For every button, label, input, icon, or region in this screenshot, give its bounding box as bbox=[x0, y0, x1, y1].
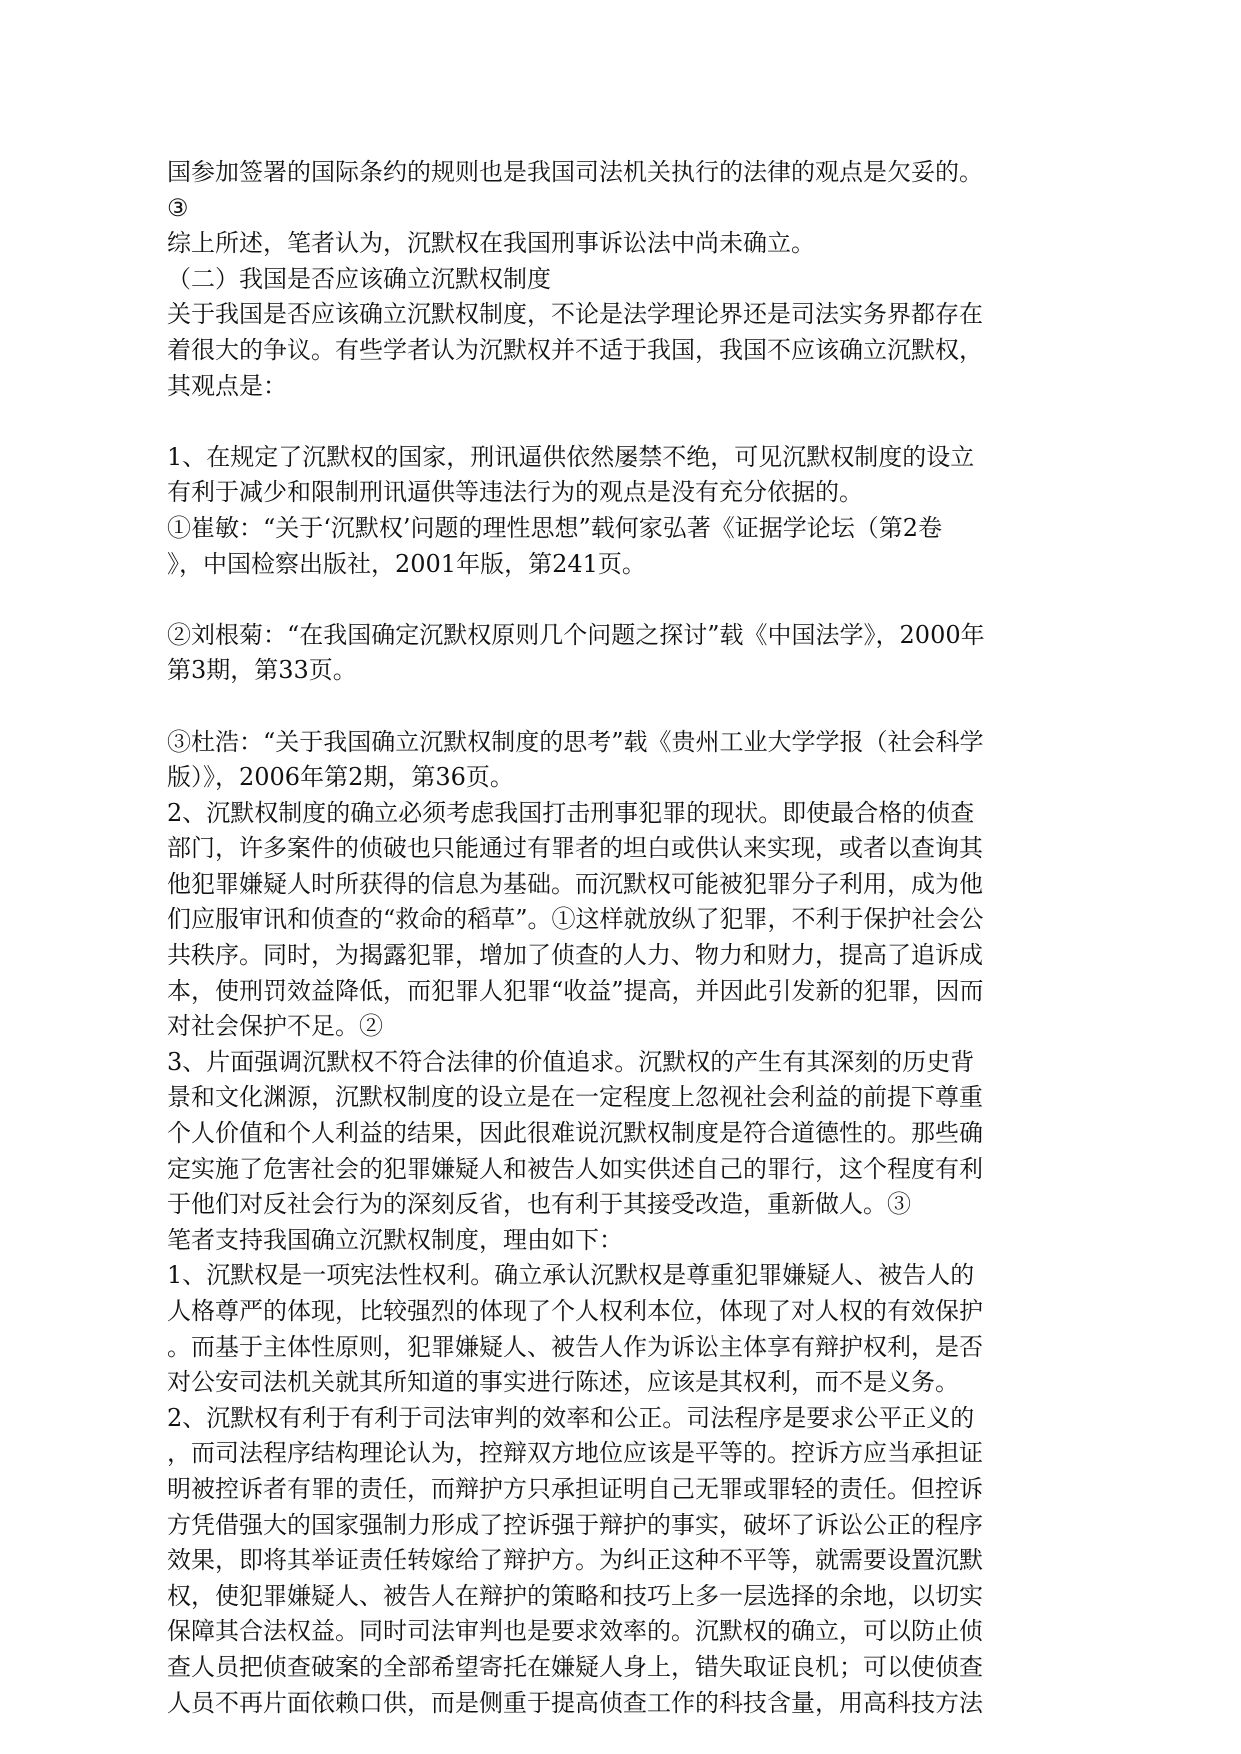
text-line: ③ bbox=[167, 193, 189, 222]
text-line: 。而基于主体性原则，犯罪嫌疑人、被告人作为诉讼主体享有辩护权利，是否 bbox=[167, 1332, 983, 1361]
text-line: 着很大的争议。有些学者认为沉默权并不适于我国，我国不应该确立沉默权， bbox=[167, 335, 983, 364]
text-line: 人格尊严的体现，比较强烈的体现了个人权利本位，体现了对人权的有效保护 bbox=[167, 1297, 983, 1325]
blank-line bbox=[167, 404, 1067, 440]
text-line: 共秩序。同时，为揭露犯罪，增加了侦查的人力、物力和财力，提高了追诉成 bbox=[167, 941, 983, 970]
text-line: 明被控诉者有罪的责任，而辩护方只承担证明自己无罪或罪轻的责任。但控诉 bbox=[167, 1474, 983, 1503]
text-line: 于他们对反社会行为的深刻反省，也有利于其接受改造，重新做人。③ bbox=[167, 1190, 911, 1219]
text-line: ③杜浩：“关于我国确立沉默权制度的思考”载《贵州工业大学学报（社会科学 bbox=[167, 727, 984, 756]
text-line: 部门，许多案件的侦破也只能通过有罪者的坦白或供认来实现，或者以查询其 bbox=[167, 834, 983, 863]
text-line: 第3期，第33页。 bbox=[167, 656, 357, 685]
text-line: 其观点是： bbox=[167, 371, 287, 400]
text-line: （二）我国是否应该确立沉默权制度 bbox=[167, 264, 551, 293]
text-line: 景和文化渊源，沉默权制度的设立是在一定程度上忽视社会利益的前提下尊重 bbox=[167, 1083, 983, 1112]
document-page bbox=[167, 155, 1067, 1721]
text-line: 2、沉默权有利于有利于司法审判的效率和公正。司法程序是要求公平正义的 bbox=[167, 1403, 975, 1432]
text-line: 人员不再片面依赖口供，而是侧重于提高侦查工作的科技含量，用高科技方法 bbox=[167, 1688, 983, 1717]
text-line: 综上所述，笔者认为，沉默权在我国刑事诉讼法中尚未确立。 bbox=[167, 229, 815, 258]
text-line: 个人价值和个人利益的结果，因此很难说沉默权制度是符合道德性的。那些确 bbox=[167, 1119, 983, 1148]
text-line: 》，中国检察出版社，2001年版，第241页。 bbox=[167, 549, 646, 578]
text-line: 对公安司法机关就其所知道的事实进行陈述，应该是其权利，而不是义务。 bbox=[167, 1368, 959, 1397]
text-line: 查人员把侦查破案的全部希望寄托在嫌疑人身上，错失取证良机；可以使侦查 bbox=[167, 1652, 983, 1681]
text-line: 保障其合法权益。同时司法审判也是要求效率的。沉默权的确立，可以防止侦 bbox=[167, 1617, 983, 1646]
text-line: 对社会保护不足。② bbox=[167, 1012, 383, 1041]
text-line: 3、片面强调沉默权不符合法律的价值追求。沉默权的产生有其深刻的历史背 bbox=[167, 1047, 975, 1076]
blank-line bbox=[167, 582, 1067, 618]
text-line: 方凭借强大的国家强制力形成了控诉强于辩护的事实，破坏了诉讼公正的程序 bbox=[167, 1510, 983, 1539]
text-line: 定实施了危害社会的犯罪嫌疑人和被告人如实供述自己的罪行，这个程度有利 bbox=[167, 1154, 983, 1183]
text-line: 笔者支持我国确立沉默权制度，理由如下： bbox=[167, 1225, 623, 1254]
text-line: 们应服审讯和侦查的“救命的稻草”。①这样就放纵了犯罪，不利于保护社会公 bbox=[167, 905, 984, 934]
text-line: 2、沉默权制度的确立必须考虑我国打击刑事犯罪的现状。即使最合格的侦查 bbox=[167, 798, 975, 827]
text-line: ①崔敏：“关于‘沉默权’问题的理性思想”载何家弘著《证据学论坛（第2卷 bbox=[167, 513, 943, 542]
text-line: 国参加签署的国际条约的规则也是我国司法机关执行的法律的观点是欠妥的。 bbox=[167, 158, 983, 186]
text-line: 本，使刑罚效益降低，而犯罪人犯罪“收益”提高，并因此引发新的犯罪，因而 bbox=[167, 976, 984, 1005]
text-line: 版）》，2006年第2期，第36页。 bbox=[167, 763, 514, 792]
text-line: 关于我国是否应该确立沉默权制度，不论是法学理论界还是司法实务界都存在 bbox=[167, 300, 983, 329]
text-line: 1、在规定了沉默权的国家，刑讯逼供依然屡禁不绝，可见沉默权制度的设立 bbox=[167, 442, 975, 471]
text-line: 1、沉默权是一项宪法性权利。确立承认沉默权是尊重犯罪嫌疑人、被告人的 bbox=[167, 1261, 975, 1290]
text-line: ，而司法程序结构理论认为，控辩双方地位应该是平等的。控诉方应当承担证 bbox=[167, 1439, 983, 1468]
blank-line bbox=[167, 689, 1067, 725]
text-line: 效果，即将其举证责任转嫁给了辩护方。为纠正这种不平等，就需要设置沉默 bbox=[167, 1546, 983, 1575]
text-line: 他犯罪嫌疑人时所获得的信息为基础。而沉默权可能被犯罪分子利用，成为他 bbox=[167, 869, 983, 898]
text-line: ②刘根菊：“在我国确定沉默权原则几个问题之探讨”载《中国法学》，2000年 bbox=[167, 620, 985, 649]
text-line: 权，使犯罪嫌疑人、被告人在辩护的策略和技巧上多一层选择的余地，以切实 bbox=[167, 1581, 983, 1610]
text-line: 有利于减少和限制刑讯逼供等违法行为的观点是没有充分依据的。 bbox=[167, 478, 863, 507]
